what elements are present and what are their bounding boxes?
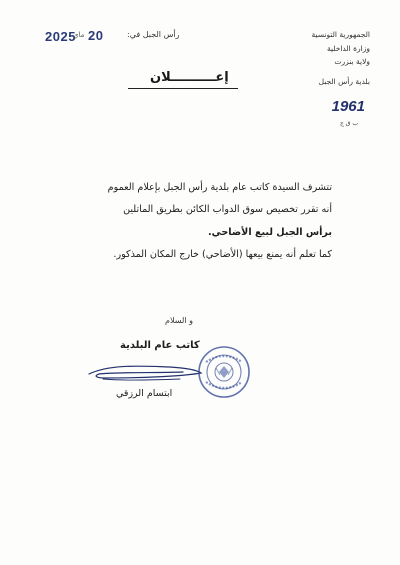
handwritten-signature (85, 358, 205, 388)
place-label: رأس الجبل في: (127, 30, 180, 39)
reference-number: 1961 (331, 98, 365, 115)
official-stamp (196, 344, 252, 400)
body-line-2: أنه تقرر تخصيص سوق الدواب الكائن بطريق الماتلين (123, 204, 332, 215)
body-line-4: كما تعلم أنه يمنع بيعها (الأضاحي) خارج المكان المذكور. (113, 249, 332, 260)
closing-salutation: و السلام (165, 316, 193, 325)
signatory-name: ابتسام الرزقي (116, 388, 173, 399)
body-line-3: برأس الجبل لبيع الأضاحي. (208, 227, 332, 238)
reference-code: ب ق ج (340, 120, 358, 127)
body-line-1: تتشرف السيدة كاتب عام بلدية رأس الجبل بإعلام العموم (107, 182, 332, 193)
document-title: إعــــــــــلان (150, 70, 229, 85)
header-governorate: ولاية بنزرت (334, 57, 370, 66)
title-underline (128, 88, 238, 89)
date-day: 20 (88, 28, 104, 43)
header-ministry: وزارة الداخلية (326, 44, 370, 53)
signatory-title: كاتب عام البلدية (120, 340, 200, 351)
date-year: 2025 (45, 29, 76, 44)
header-municipality: بلدية رأس الجبل (318, 77, 370, 86)
header-republic: الجمهورية التونسية (311, 30, 370, 39)
date-month: ماي (73, 31, 85, 39)
